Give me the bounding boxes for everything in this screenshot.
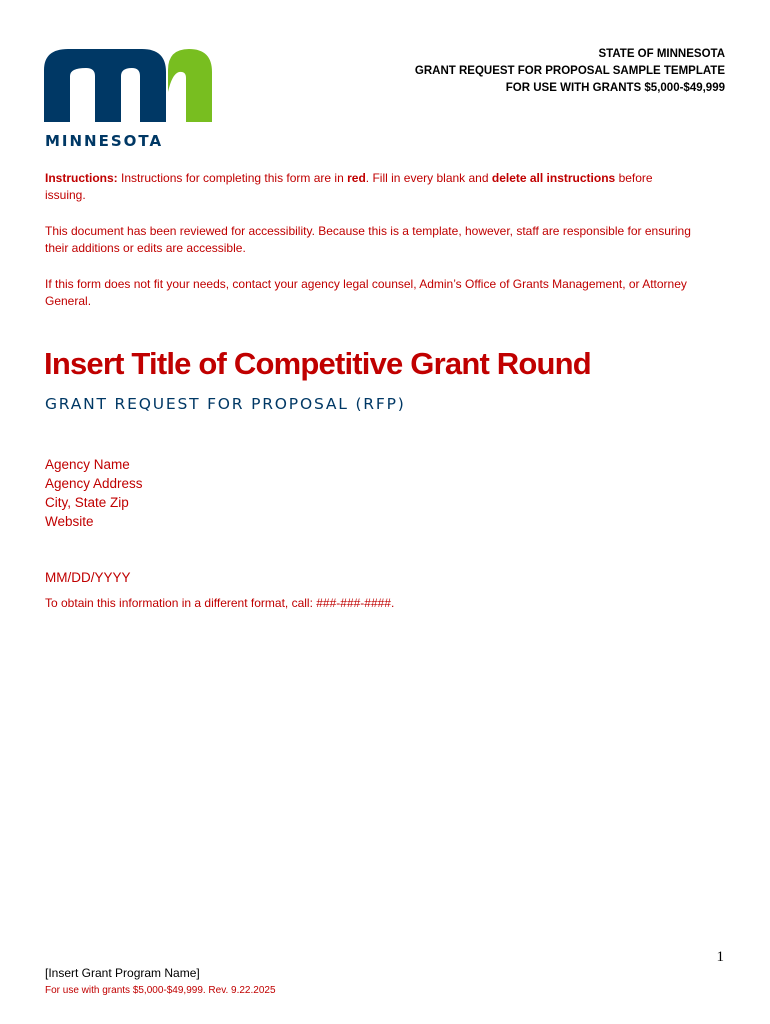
- footer-revision: For use with grants $5,000-$49,999. Rev. 9.22.2025: [45, 985, 276, 996]
- accessibility-note: This document has been reviewed for accessibility. Because this is a template, however, staff are responsible for ensuring their additions or edits are accessible.: [45, 224, 691, 255]
- page-title: Insert Title of Competitive Grant Round: [44, 346, 591, 381]
- contact-counsel-note: If this form does not fit your needs, contact your agency legal counsel, Admin’s Office of Grants Management, or Attorney General.: [45, 277, 687, 308]
- instructions-bold-red: red: [347, 171, 366, 185]
- instructions-text-b: . Fill in every blank and: [365, 171, 492, 185]
- mn-logo-icon: [44, 46, 216, 126]
- minnesota-logo: [44, 46, 216, 152]
- header-state: STATE OF MINNESOTA: [598, 48, 725, 60]
- document-date: MM/DD/YYYY: [45, 570, 131, 585]
- alternate-format-contact: To obtain this information in a different format, call: ###-###-####.: [45, 596, 395, 610]
- document-header: [415, 46, 725, 97]
- instructions-label: Instructions:: [45, 171, 118, 185]
- instructions-paragraph: [45, 170, 695, 204]
- logo-wordmark: MINNESOTA: [45, 132, 164, 150]
- page-subtitle: GRANT REQUEST FOR PROPOSAL (RFP): [45, 395, 406, 413]
- agency-city-state-zip: City, State Zip: [45, 495, 129, 510]
- header-template-title: GRANT REQUEST FOR PROPOSAL SAMPLE TEMPLATE: [414, 65, 725, 77]
- agency-website: Website: [45, 514, 94, 529]
- page-number: 1: [716, 949, 724, 965]
- agency-name: Agency Name: [45, 457, 130, 472]
- instructions-block: [45, 170, 695, 329]
- instructions-text-c: before issuing.: [45, 171, 653, 202]
- instructions-text-a: Instructions for completing this form are in: [117, 171, 348, 185]
- agency-address: Agency Address: [45, 476, 143, 491]
- agency-block: [45, 455, 143, 531]
- footer-program-name: [Insert Grant Program Name]: [45, 966, 200, 980]
- header-grant-range: FOR USE WITH GRANTS $5,000-$49,999: [505, 82, 725, 94]
- instructions-bold-delete: delete all instructions: [491, 171, 616, 185]
